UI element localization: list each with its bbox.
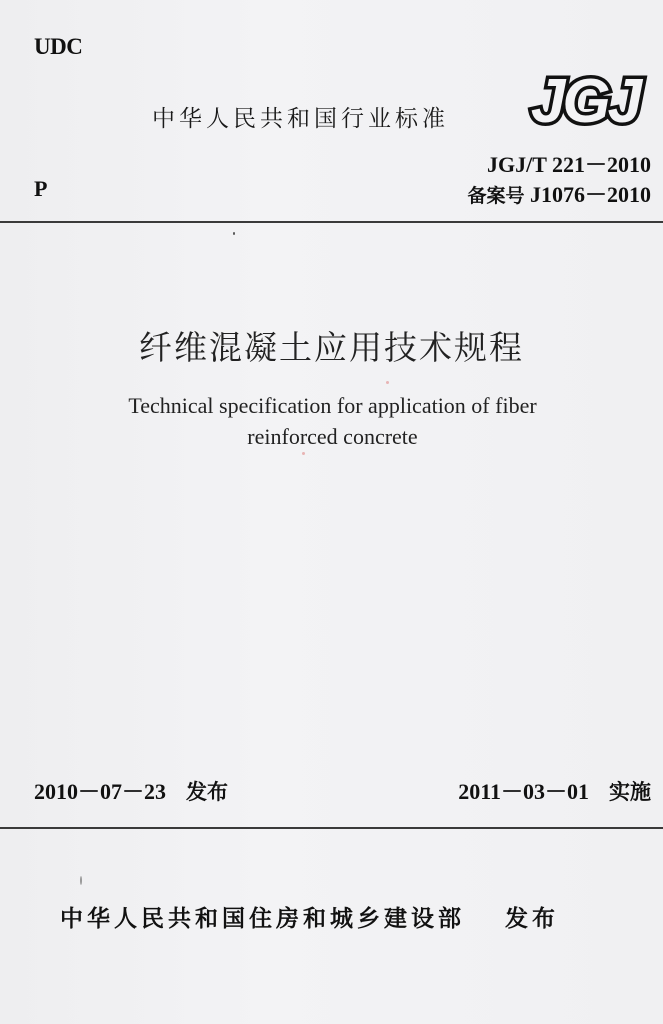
bottom-divider [0,827,663,829]
record-number: J1076－2010 [529,182,651,207]
record-label: 备案号 [467,185,525,207]
scan-speck [233,232,235,235]
jgj-logo [518,62,652,134]
title-chinese: 纤维混凝土应用技术规程 [139,328,524,367]
top-divider [0,221,663,223]
effective-label: 实施 [609,780,651,804]
scan-speck [80,876,82,885]
standard-type-heading: 中华人民共和国行业标准 [152,106,449,132]
svg-text:JGJ: JGJ [530,67,640,134]
udc-label: UDC [34,34,83,59]
standard-code: JGJ/T 221－2010 [486,152,651,177]
scan-speck [386,381,389,384]
publisher-name: 中华人民共和国住房和城乡建设部 [60,906,465,932]
effective-date: 2011－03－01 [458,779,589,804]
issue-date: 2010－07－23 [34,779,167,804]
publisher-line [60,900,559,933]
standard-code-block [467,150,651,211]
issue-label: 发布 [186,780,229,804]
publisher-action: 发布 [505,906,559,932]
effective-date-block [458,775,651,806]
title-english-line-1: Technical specification for application of fiber [128,393,537,418]
title-english [60,390,605,452]
scan-speck [302,452,305,455]
category-letter: P [34,176,48,201]
record-number-line [467,180,651,211]
issue-date-block [34,775,228,806]
title-english-line-2: reinforced concrete [247,424,418,449]
